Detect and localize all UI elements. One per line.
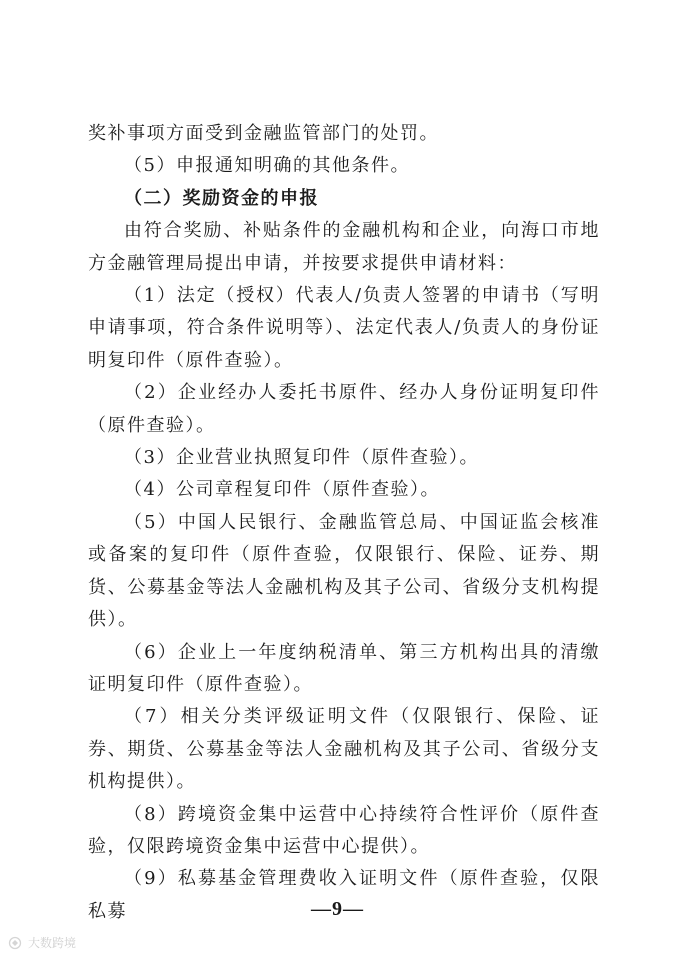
paragraph: （1）法定（授权）代表人/负责人签署的申请书（写明申请事项，符合条件说明等）、法定代表人/负责人的身份证明复印件（原件查验）。	[88, 285, 600, 371]
watermark-text: 大数跨境	[28, 936, 77, 950]
watermark	[8, 934, 76, 951]
paragraph: （4）公司章程复印件（原件查验）。	[124, 479, 440, 501]
paragraph: （8）跨境资金集中运营中心持续符合性评价（原件查验，仅限跨境资金集中运营中心提供）。	[88, 803, 600, 857]
paragraph: （3）企业营业执照复印件（原件查验）。	[124, 447, 479, 469]
page-number: —9—	[311, 898, 364, 920]
paragraph: （7）相关分类评级证明文件（仅限银行、保险、证券、期货、公募基金等法人金融机构及其子公司、省级分支机构提供）。	[88, 706, 600, 793]
paragraph: （2）企业经办人委托书原件、经办人身份证明复印件（原件查验）。	[88, 382, 600, 436]
section-heading: （二）奖励资金的申报	[124, 187, 319, 209]
paragraph: 奖补事项方面受到金融监管部门的处罚。	[88, 123, 439, 144]
watermark-logo-icon	[8, 936, 24, 950]
paragraph: （5）中国人民银行、金融监管总局、中国证监会核准或备案的复印件（原件查验，仅限银行、保险、证券、期货、公募基金等法人金融机构及其子公司、省级分支机构提供）。	[88, 511, 600, 631]
paragraph: （5）申报通知明确的其他条件。	[124, 155, 410, 177]
document-body	[88, 118, 600, 928]
paragraph: （6）企业上一年度纳税清单、第三方机构出具的清缴证明复印件（原件查验）。	[88, 641, 600, 695]
paragraph: （9）私募基金管理费收入证明文件（原件查验，仅限私募	[88, 868, 600, 922]
paragraph: 由符合奖励、补贴条件的金融机构和企业，向海口市地方金融管理局提出申请，并按要求提供申请材料：	[88, 220, 600, 274]
